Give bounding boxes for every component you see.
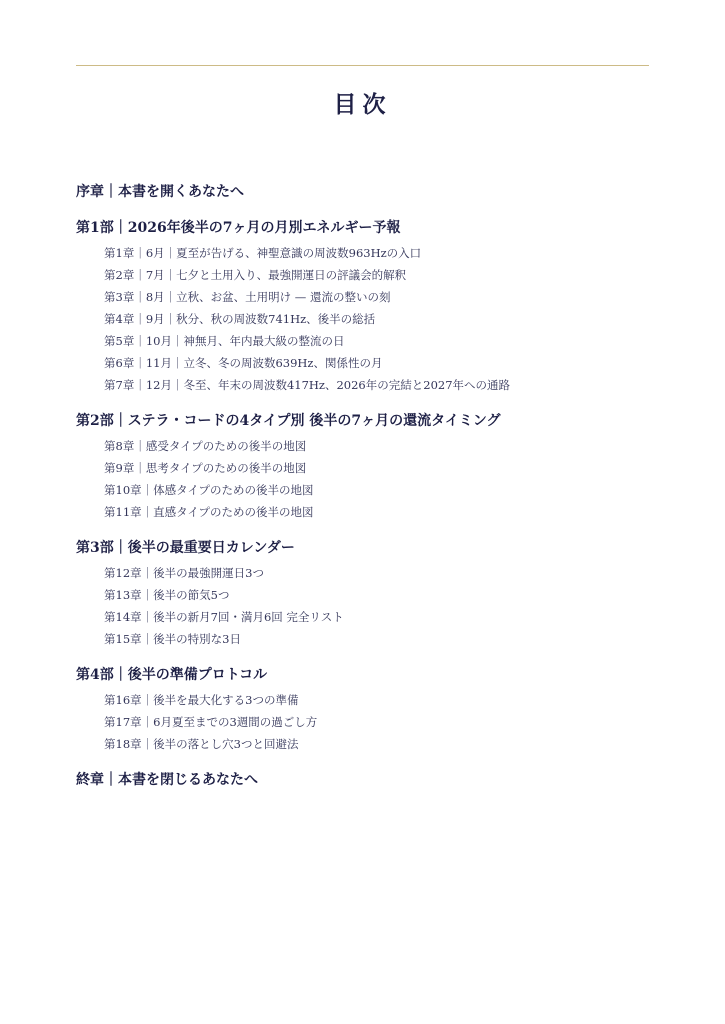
toc-chapter-7: 第7章｜12月｜冬至、年末の周波数417Hz、2026年の完結と2027年への通路	[104, 378, 511, 392]
toc-chapter-6: 第6章｜11月｜立冬、冬の周波数639Hz、関係性の月	[104, 356, 383, 370]
toc-part-2: 第2部｜ステラ・コードの4タイプ別 後半の7ヶ月の還流タイミング	[76, 413, 501, 429]
toc-chapter-12: 第12章｜後半の最強開運日3つ	[104, 566, 264, 580]
toc-chapter-10: 第10章｜体感タイプのための後半の地図	[104, 483, 314, 497]
toc-part-3: 第3部｜後半の最重要日カレンダー	[76, 540, 295, 556]
toc-part-1-chapters	[76, 242, 676, 396]
table-of-contents	[76, 181, 676, 791]
toc-epilogue: 終章｜本書を閉じるあなたへ	[76, 772, 258, 788]
toc-part-4: 第4部｜後半の準備プロトコル	[76, 667, 268, 683]
toc-part-1: 第1部｜2026年後半の7ヶ月の月別エネルギー予報	[76, 220, 401, 236]
toc-chapter-18: 第18章｜後半の落とし穴3つと回避法	[104, 737, 299, 751]
toc-chapter-9: 第9章｜思考タイプのための後半の地図	[104, 461, 307, 475]
toc-chapter-4: 第4章｜9月｜秋分、秋の周波数741Hz、後半の総括	[104, 312, 376, 326]
toc-chapter-17: 第17章｜6月夏至までの3週間の過ごし方	[104, 715, 318, 729]
page-title: 目次	[333, 91, 392, 118]
toc-part-4-chapters	[76, 689, 676, 755]
toc-chapter-1: 第1章｜6月｜夏至が告げる、神聖意識の周波数963Hzの入口	[104, 246, 422, 260]
toc-prologue: 序章｜本書を開くあなたへ	[76, 184, 244, 200]
toc-chapter-5: 第5章｜10月｜神無月、年内最大級の整流の日	[104, 334, 345, 348]
toc-part-3-chapters	[76, 562, 676, 650]
toc-chapter-14: 第14章｜後半の新月7回・満月6回 完全リスト	[104, 610, 344, 624]
toc-chapter-11: 第11章｜直感タイプのための後半の地図	[104, 505, 314, 519]
toc-part-2-chapters	[76, 435, 676, 523]
toc-chapter-16: 第16章｜後半を最大化する3つの準備	[104, 693, 299, 707]
top-divider	[76, 65, 649, 66]
toc-chapter-8: 第8章｜感受タイプのための後半の地図	[104, 439, 307, 453]
toc-chapter-3: 第3章｜8月｜立秋、お盆、土用明け — 還流の整いの刻	[104, 290, 391, 304]
toc-chapter-2: 第2章｜7月｜七夕と土用入り、最強開運日の評議会的解釈	[104, 268, 407, 282]
toc-chapter-15: 第15章｜後半の特別な3日	[104, 632, 241, 646]
toc-chapter-13: 第13章｜後半の節気5つ	[104, 588, 230, 602]
